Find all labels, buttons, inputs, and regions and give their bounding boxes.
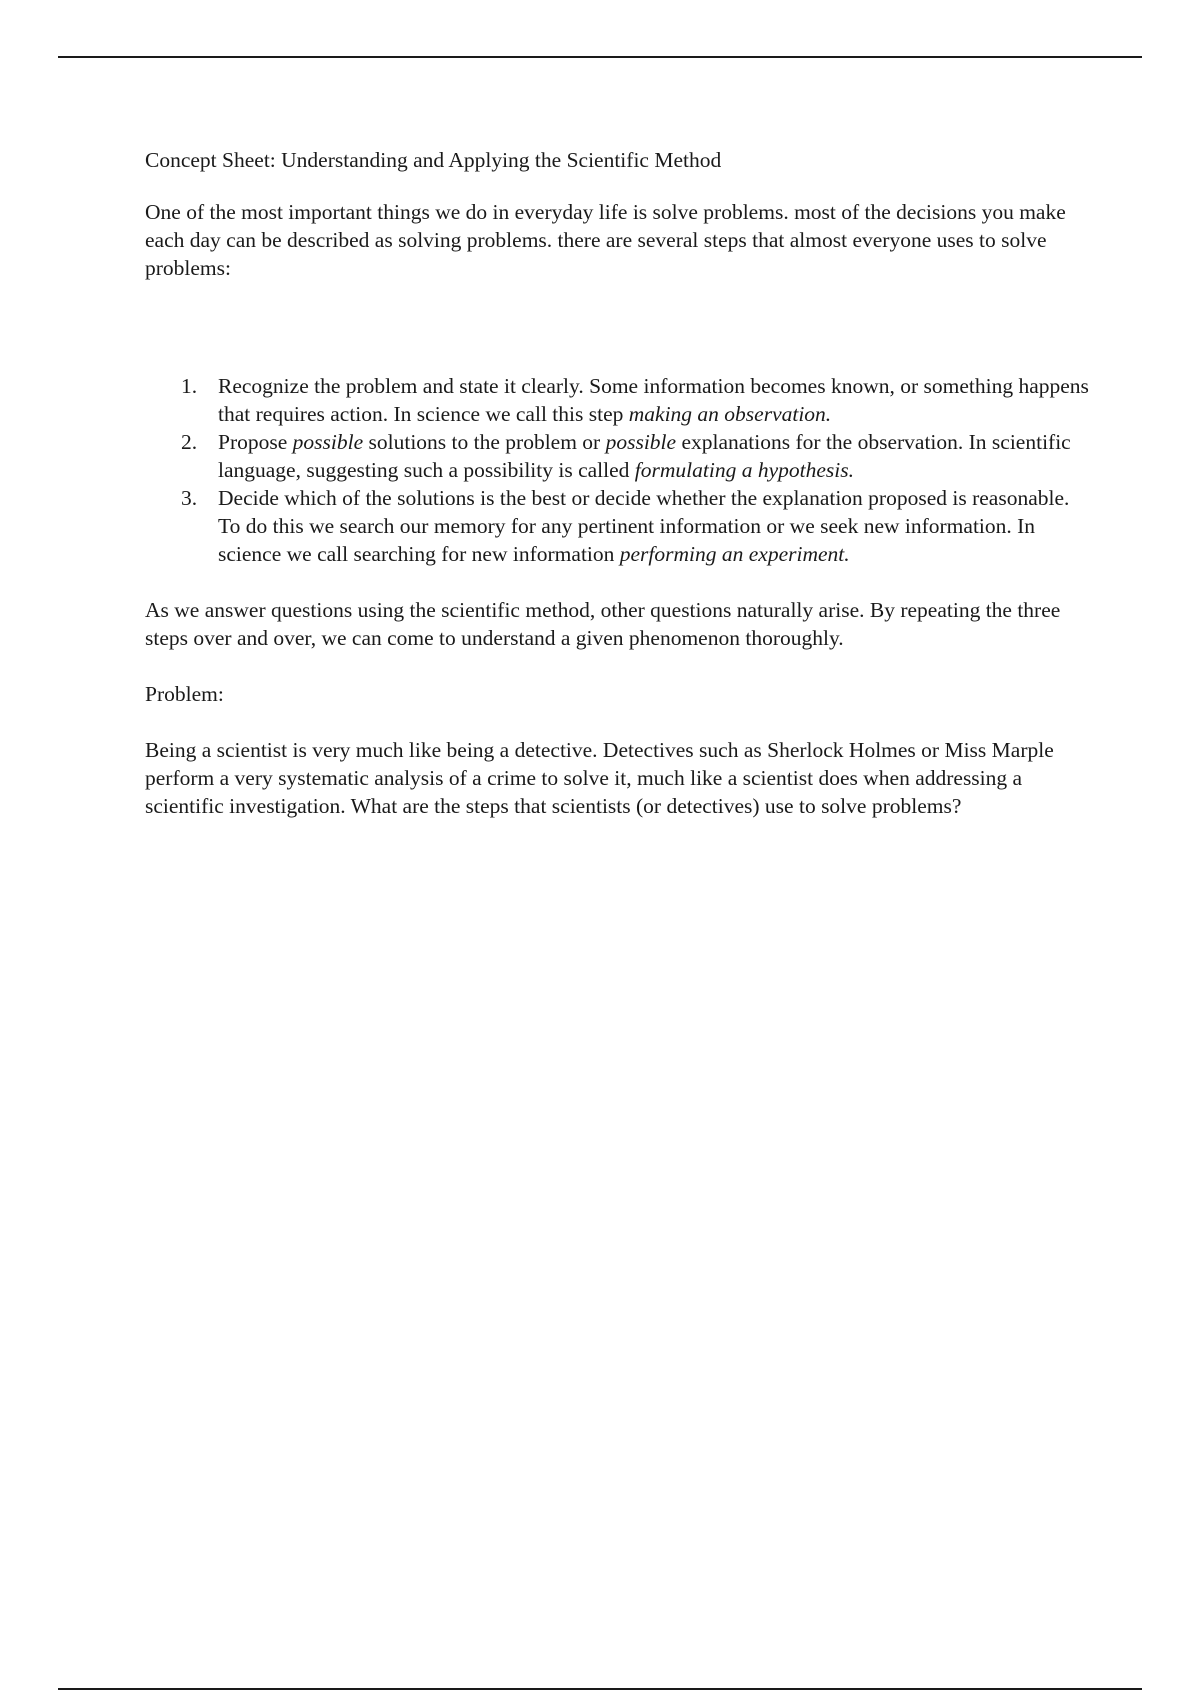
problem-heading: Problem: [145, 682, 224, 706]
steps-list [145, 372, 1095, 568]
conclusion-paragraph: As we answer questions using the scientific method, other questions naturally arise. By repeating the three steps over and over, we can come to understand a given phenomenon thoroughly. [145, 598, 1061, 650]
list-item [145, 372, 1095, 428]
problem-paragraph: Being a scientist is very much like being a detective. Detectives such as Sherlock Holmes or Miss Marple perform a very systematic analysis of a crime to solve it, much like a scientist does when addressing a scientific investigation. What are the steps that scientists (or detectives) use to solve problems? [145, 738, 1054, 818]
step-number: 3. [181, 486, 198, 510]
page-title: Concept Sheet: Understanding and Applying the Scientific Method [145, 148, 722, 172]
step-number: 1. [181, 374, 198, 398]
top-divider [58, 56, 1142, 58]
step-emphasis: making an observation. [628, 402, 832, 426]
step-emphasis: possible [605, 430, 677, 454]
list-item [145, 484, 1095, 568]
step-text: explanations for the observation. In scientific language, suggesting such a possibility is called [218, 430, 1071, 482]
list-item [145, 428, 1095, 484]
step-emphasis: performing an experiment. [619, 542, 850, 566]
step-text: Recognize the problem and state it clearly. Some information becomes known, or something happens that requires action. In science we call this step [218, 374, 1089, 426]
step-number: 2. [181, 430, 198, 454]
bottom-divider [58, 1688, 1142, 1690]
step-text: Propose [218, 430, 293, 454]
step-emphasis: possible [292, 430, 364, 454]
document-body [145, 146, 1095, 848]
step-text: Decide which of the solutions is the best or decide whether the explanation proposed is reasonable. To do this we search our memory for any pertinent information or we seek new information. In science we call searching for new information [218, 486, 1070, 566]
step-emphasis: formulating a hypothesis. [634, 458, 854, 482]
step-text: solutions to the problem or [363, 430, 606, 454]
intro-paragraph: One of the most important things we do in everyday life is solve problems. most of the decisions you make each day can be described as solving problems. there are several steps that almost everyone uses to solve problems: [145, 200, 1066, 280]
